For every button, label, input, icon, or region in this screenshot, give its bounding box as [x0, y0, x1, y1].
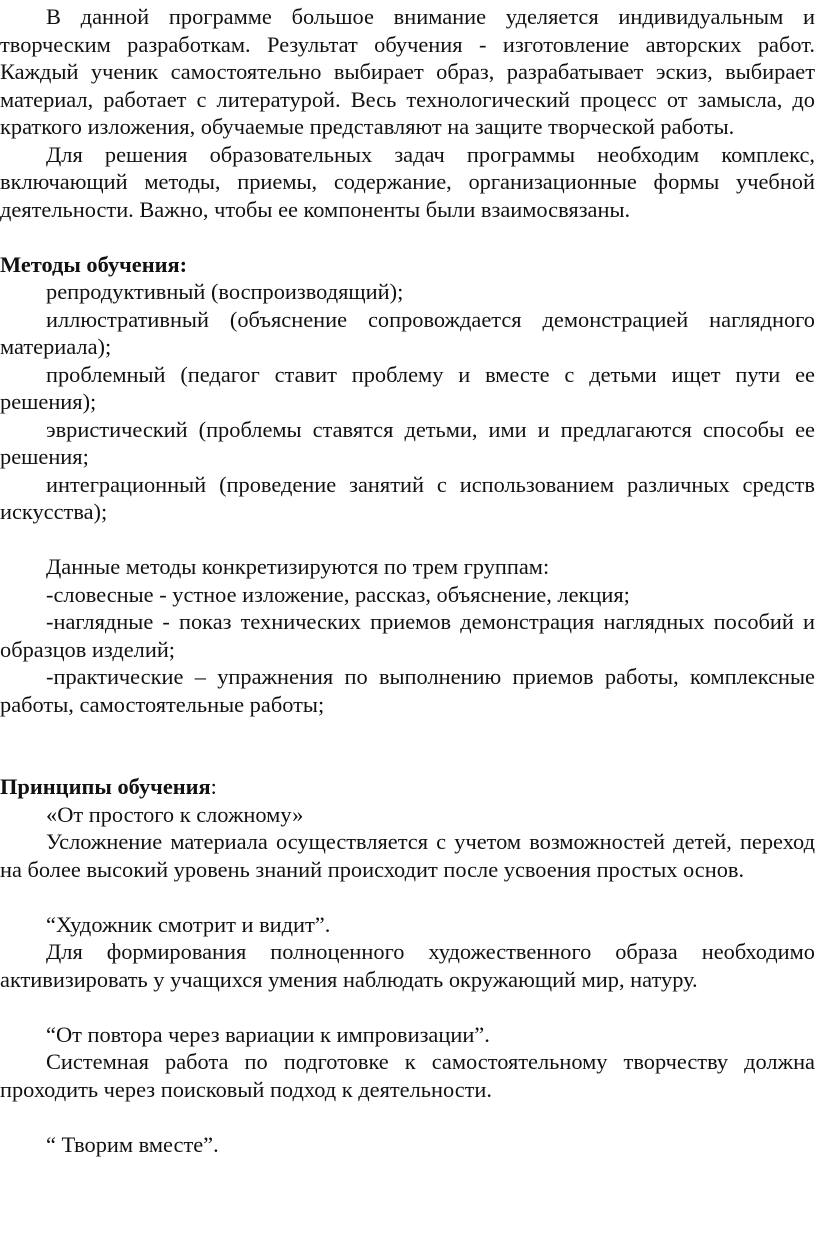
principle-text-artist-sees: Для формирования полноценного художественного образа необходимо активизировать у учащихся умения наблюдать окружающий мир, натуру.	[0, 939, 815, 992]
group-item-visual: -наглядные - показ технических приемов демонстрация наглядных пособий и образцов изделий;	[0, 609, 815, 662]
principle-title-repetition-improvisation: “От повтора через вариации к импровизации”.	[46, 1021, 490, 1047]
group-item-practical: -практические – упражнения по выполнению приемов работы, комплексные работы, самостоятельные работы;	[0, 664, 815, 717]
spacer	[0, 883, 815, 911]
spacer	[0, 718, 815, 773]
principles-heading: Принципы обучения	[0, 774, 211, 799]
principles-heading-line	[0, 773, 815, 801]
spacer	[0, 1103, 815, 1131]
principle-title-artist-sees: “Художник смотрит и видит”.	[46, 911, 331, 937]
method-item-integration: интеграционный (проведение занятий с использованием различных средств искусства);	[0, 471, 815, 524]
group-item-verbal: -словесные - устное изложение, рассказ, объяснение, лекция;	[46, 581, 630, 607]
intro-paragraph-1: В данной программе большое внимание уделяется индивидуальным и творческим разработкам. Результат обучения - изготовление авторских работ. Каждый ученик самостоятельно выбирает образ, разрабатывает эскиз, выбирает материал, работает с литературой. Весь технологический процесс от замысла, до краткого изложения, обучаемые представляют на защите творческой работы.	[0, 4, 815, 139]
methods-heading: Методы обучения:	[0, 251, 188, 277]
spacer	[0, 223, 815, 251]
principles-heading-colon: :	[210, 774, 217, 799]
principle-text-repetition-improvisation: Системная работа по подготовке к самостоятельному творчеству должна проходить через поисковый подход к деятельности.	[0, 1049, 815, 1102]
intro-paragraph-2: Для решения образовательных задач программы необходим комплекс, включающий методы, приемы, содержание, организационные формы учебной деятельности. Важно, чтобы ее компоненты были взаимосвязаны.	[0, 141, 815, 222]
methods-groups-intro: Данные методы конкретизируются по трем группам:	[46, 554, 550, 579]
principle-title-simple-to-complex: «От простого к сложному»	[46, 801, 304, 827]
document-page	[0, 3, 815, 1158]
principle-text-simple-to-complex: Усложнение материала осуществляется с учетом возможностей детей, переход на более высокий уровень знаний происходит после усвоения простых основ.	[0, 829, 815, 882]
spacer	[0, 526, 815, 554]
principle-title-create-together: “ Творим вместе”.	[46, 1131, 219, 1157]
method-item-problem: проблемный (педагог ставит проблему и вместе с детьми ищет пути ее решения);	[0, 361, 815, 414]
method-item-heuristic: эвристический (проблемы ставятся детьми, ими и предлагаются способы ее решения;	[0, 416, 815, 469]
spacer	[0, 993, 815, 1021]
method-item-illustrative: иллюстративный (объяснение сопровождается демонстрацией наглядного материала);	[0, 306, 815, 359]
method-item-reproductive: репродуктивный (воспроизводящий);	[46, 279, 404, 304]
